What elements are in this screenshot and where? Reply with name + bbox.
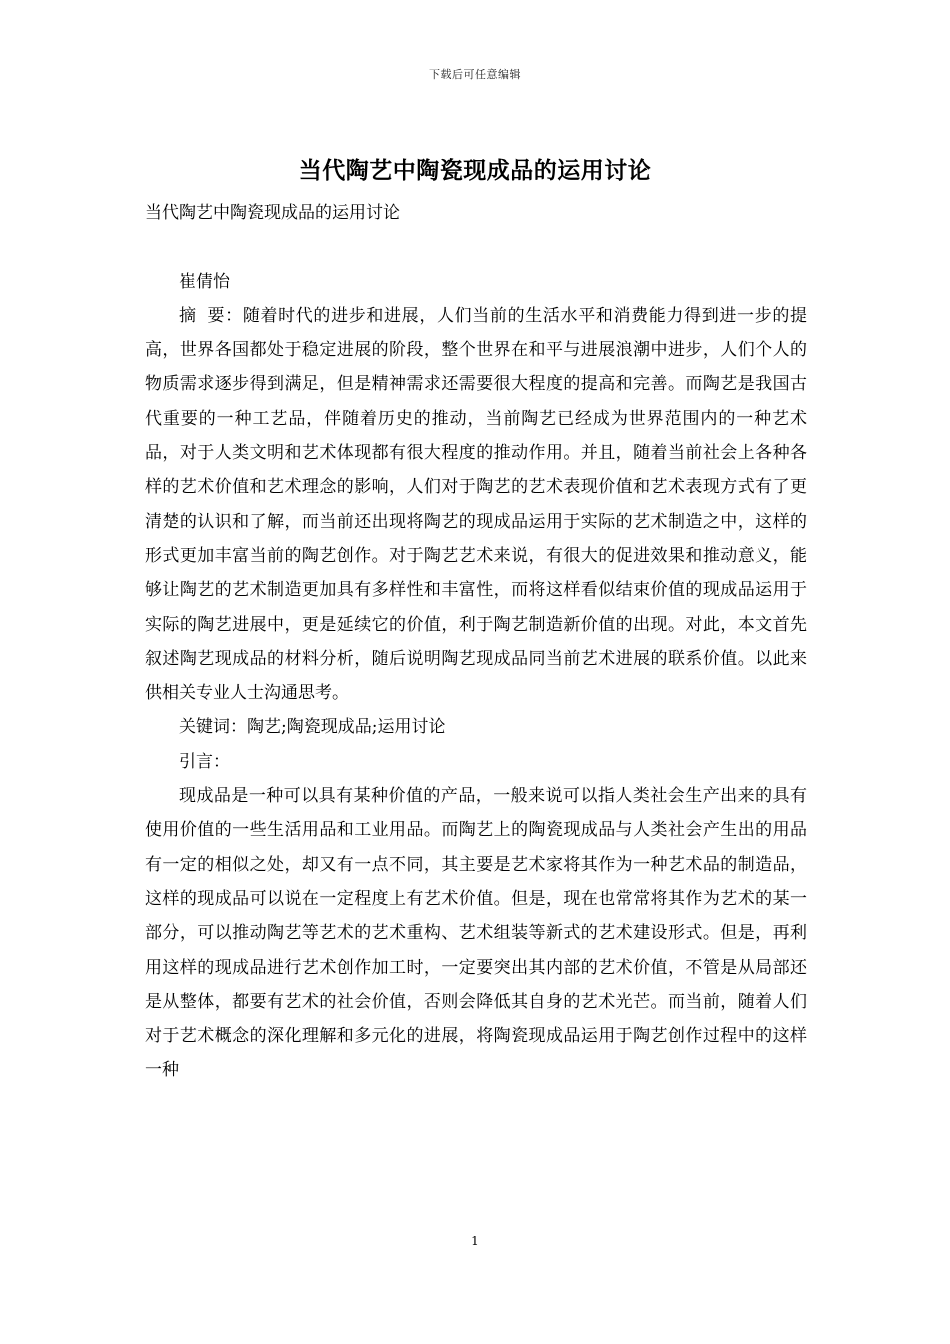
abstract-label-b: 要：: [206, 305, 243, 326]
abstract-label-a: 摘: [179, 305, 197, 326]
page-number: 1: [471, 1234, 479, 1248]
intro-label: 引言：: [179, 751, 230, 772]
keywords-line: 关键词：陶艺;陶瓷现成品;运用讨论: [179, 717, 446, 738]
author-name: 崔倩怡: [179, 271, 230, 292]
header-note: 下载后可任意编辑: [429, 68, 521, 81]
subtitle: 当代陶艺中陶瓷现成品的运用讨论: [145, 203, 400, 223]
body-paragraph: 现成品是一种可以具有某种价值的产品，一般来说可以指人类社会生产出来的具有使用价值的一些生活用品和工业用品。而陶艺上的陶瓷现成品与人类社会产生出的用品有一定的相似之处，却又有一点不同，其主要是艺术家将其作为一种艺术品的制造品，这样的现成品可以说在一定程度上有艺术价值。但是，现在也常常将其作为艺术的某一部分，可以推动陶艺等艺术的艺术重构、艺术组装等新式的艺术建设形式。但是，再利用这样的现成品进行艺术创作加工时，一定要突出其内部的艺术价值，不管是从局部还是从整体，都要有艺术的社会价值，否则会降低其自身的艺术光芒。而当前，随着人们对于艺术概念的深化理解和多元化的进展，将陶瓷现成品运用于陶艺创作过程中的这样一种: [145, 786, 807, 1081]
document-body: [145, 196, 807, 1088]
abstract-paragraph: [145, 299, 807, 711]
blank-line: [145, 230, 807, 264]
abstract-text: 随着时代的进步和进展，人们当前的生活水平和消费能力得到进一步的提高，世界各国都处于稳定进展的阶段，整个世界在和平与进展浪潮中进步，人们个人的物质需求逐步得到满足，但是精神需求还需要很大程度的提高和完善。而陶艺是我国古代重要的一种工艺品，伴随着历史的推动，当前陶艺已经成为世界范围内的一种艺术品，对于人类文明和艺术体现都有很大程度的推动作用。并且，随着当前社会上各种各样的艺术价值和艺术理念的影响，人们对于陶艺的艺术表现价值和艺术表现方式有了更清楚的认识和了解，而当前还出现将陶艺的现成品运用于实际的艺术制造之中，这样的形式更加丰富当前的陶艺创作。对于陶艺艺术来说，有很大的促进效果和推动意义，能够让陶艺的艺术制造更加具有多样性和丰富性，而将这样看似结束价值的现成品运用于实际的陶艺进展中，更是延续它的价值，利于陶艺制造新价值的出现。对此，本文首先叙述陶艺现成品的材料分析，随后说明陶艺现成品同当前艺术进展的联系价值。以此来供相关专业人士沟通思考。: [145, 305, 808, 704]
page-title: 当代陶艺中陶瓷现成品的运用讨论: [298, 157, 652, 184]
